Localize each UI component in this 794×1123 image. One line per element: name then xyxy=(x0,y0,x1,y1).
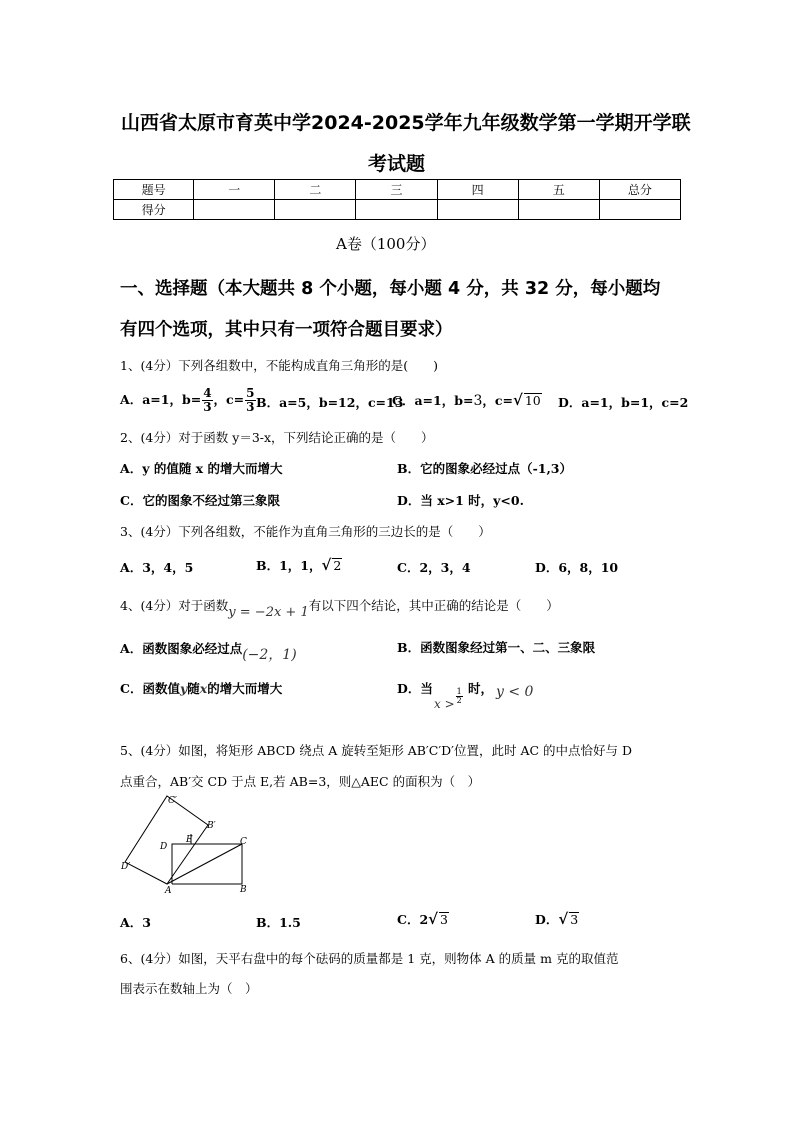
q4-d-fraction xyxy=(456,688,463,705)
q1-option-a xyxy=(120,382,257,418)
score-cell: 三 xyxy=(356,180,437,200)
q1-a-text: A．a=1，b= xyxy=(120,392,202,407)
q1-c-text: C．a=1，b= xyxy=(392,393,474,408)
q4-c-text: C．函数值 xyxy=(120,681,180,696)
score-table xyxy=(113,179,681,220)
q4-d-inequality: x > xyxy=(434,697,455,711)
q4-a-text: A．函数图象必经过点 xyxy=(120,641,243,656)
doc-title-line2: 考试题 xyxy=(368,153,426,175)
volume-a-heading: A卷（100分） xyxy=(336,235,436,253)
q4-d-result: y < 0 xyxy=(496,684,534,700)
q1-option-c xyxy=(392,391,542,409)
fraction-denominator: 3 xyxy=(246,400,255,414)
label-d: D xyxy=(160,842,168,852)
q5-d-radicand: 3 xyxy=(570,912,579,927)
q5-stem-line2: 点重合，AB′交 CD 于点 E,若 AB=3，则△AEC 的面积为（ ） xyxy=(120,774,481,789)
q1-option-d: D．a=1，b=1，c=2 xyxy=(558,395,689,410)
diagonal-ac xyxy=(167,844,242,884)
q1-a-fraction-c xyxy=(245,387,255,414)
q1-c-b-value: 3 xyxy=(473,393,483,409)
label-e: E xyxy=(186,835,193,845)
q3-option-d: D．6，8，10 xyxy=(535,560,619,575)
q2-option-b: B．它的图象必经过点（-1,3） xyxy=(397,461,573,476)
label-c: C xyxy=(240,837,247,847)
q5-d-text: D． xyxy=(535,912,559,927)
q4-c-var-x: x xyxy=(199,681,208,696)
fraction-numerator: 5 xyxy=(246,386,255,400)
q5-option-c xyxy=(397,910,449,928)
q3-stem: 3、(4分）下列各组数，不能作为直角三角形的三边长的是（ ） xyxy=(120,524,491,539)
score-blank-cell xyxy=(518,200,599,220)
q3-option-a: A．3，4，5 xyxy=(120,560,194,575)
q5-option-d xyxy=(535,910,579,928)
q4-option-a xyxy=(120,638,297,663)
score-cell: 一 xyxy=(194,180,275,200)
q2-option-c: C．它的图象不经过第三象限 xyxy=(120,493,280,508)
label-b-prime: B′ xyxy=(207,821,216,831)
section1-heading-line2: 有四个选项，其中只有一项符合题目要求） xyxy=(120,320,453,340)
q5-stem-line1: 5、(4分）如图，将矩形 ABCD 绕点 A 旋转至矩形 AB′C′D′位置，此时 AC 的中点恰好与 D xyxy=(120,743,633,758)
q1-stem: 1、(4分）下列各组数中，不能构成直角三角形的是( ) xyxy=(120,358,439,373)
q6-stem-line2: 围表示在数轴上为（ ） xyxy=(120,981,258,996)
fraction-numerator: 4 xyxy=(203,386,212,400)
label-b: B xyxy=(240,885,247,894)
q4-stem-text: 有以下四个结论，其中正确的结论是（ ） xyxy=(308,598,559,613)
q6-stem-line1: 6、(4分）如图，天平右盘中的每个砝码的质量都是 1 克，则物体 A 的质量 m 克的取值范 xyxy=(120,951,619,966)
q4-c-var-y: y xyxy=(179,681,188,696)
q2-option-d: D．当 x>1 时，y<0. xyxy=(397,493,524,508)
fraction-numerator: 1 xyxy=(456,687,462,696)
q1-c-text: ，c= xyxy=(482,393,513,408)
q2-stem: 2、(4分）对于函数 y＝3-x，下列结论正确的是（ ） xyxy=(120,430,434,445)
q3-b-text: B．1，1， xyxy=(256,558,322,573)
fraction-denominator: 3 xyxy=(203,400,212,414)
sqrt-icon: √ xyxy=(321,556,332,574)
q2-option-a: A．y 的值随 x 的增大而增大 xyxy=(120,461,283,476)
score-cell: 二 xyxy=(275,180,356,200)
q1-a-text: ，c= xyxy=(213,392,245,407)
q4-c-text: 随 xyxy=(187,681,200,696)
score-table-header-row xyxy=(114,180,681,200)
q4-d-condition xyxy=(434,683,464,711)
q1-a-fraction-b xyxy=(202,387,212,414)
rectangle-ab1c1d1 xyxy=(125,796,208,884)
label-a: A xyxy=(165,886,172,894)
q4-stem xyxy=(120,596,559,620)
score-cell: 四 xyxy=(437,180,518,200)
sqrt-icon: √ xyxy=(428,910,439,928)
score-cell: 总分 xyxy=(599,180,680,200)
q5-c-text: C．2 xyxy=(397,912,429,927)
q4-c-text: 的增大而增大 xyxy=(207,681,283,696)
q1-option-b: B．a=5，b=12，c=13 xyxy=(256,395,404,410)
fraction-denominator: 2 xyxy=(456,696,462,705)
q4-option-b: B．函数图象经过第一、二、三象限 xyxy=(397,640,596,655)
q3-option-b xyxy=(256,556,342,574)
score-cell: 五 xyxy=(518,180,599,200)
q3-b-radicand: 2 xyxy=(333,558,342,573)
label-d-prime: D′ xyxy=(121,862,131,872)
q4-d-comma: 时， xyxy=(468,681,494,696)
score-row-label: 得分 xyxy=(114,200,194,220)
q5-option-b: B．1.5 xyxy=(256,915,301,930)
q5-option-a: A．3 xyxy=(120,915,151,930)
q5-rectangle-rotation-figure xyxy=(115,792,265,894)
q4-a-point: (−2，1) xyxy=(242,647,297,663)
sqrt-icon: √ xyxy=(558,910,569,928)
q1-c-radicand: 10 xyxy=(524,393,541,408)
score-blank-cell xyxy=(599,200,680,220)
q4-stem-text: 4、(4分）对于函数 xyxy=(120,598,229,613)
q4-option-c xyxy=(120,679,282,697)
score-blank-cell xyxy=(437,200,518,220)
q5-c-radicand: 3 xyxy=(440,912,448,927)
score-cell: 题号 xyxy=(114,180,194,200)
q4-option-d: D．当 xyxy=(397,681,433,696)
label-c-prime: C′ xyxy=(168,796,177,806)
section1-heading-line1: 一、选择题（本大题共 8 个小题，每小题 4 分，共 32 分，每小题均 xyxy=(120,279,661,299)
score-blank-cell xyxy=(356,200,437,220)
score-blank-cell xyxy=(275,200,356,220)
score-blank-cell xyxy=(194,200,275,220)
q4-function: y = −2x + 1 xyxy=(228,605,309,620)
score-table-score-row xyxy=(114,200,681,220)
sqrt-icon: √ xyxy=(512,391,523,409)
q3-option-c: C．2，3，4 xyxy=(397,560,471,575)
doc-title-line1: 山西省太原市育英中学2024-2025学年九年级数学第一学期开学联 xyxy=(121,112,691,134)
